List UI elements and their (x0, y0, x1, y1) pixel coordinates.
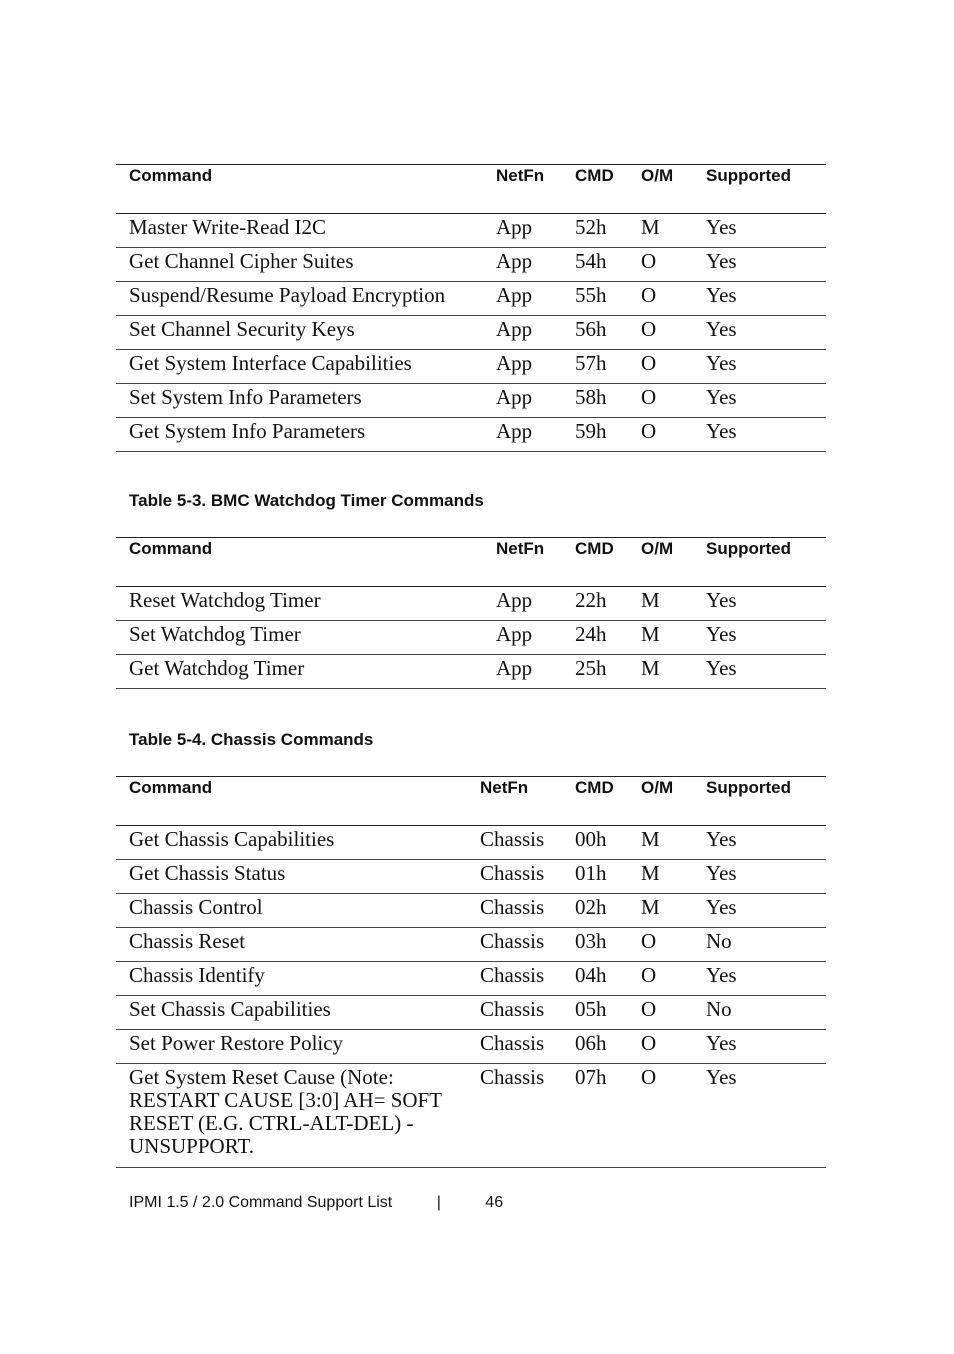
cell-command: Set Watchdog Timer (116, 621, 483, 655)
cell-netfn: Chassis (467, 962, 562, 996)
cell-netfn: App (483, 282, 562, 316)
cell-cmd: 04h (562, 962, 628, 996)
cell-command: Get Channel Cipher Suites (116, 248, 483, 282)
cell-om: O (628, 928, 693, 962)
table-chassis-commands-grid (116, 776, 826, 1168)
table-watchdog-commands-grid (116, 537, 826, 689)
cell-netfn: App (483, 587, 562, 621)
table-watchdog-commands (116, 537, 826, 689)
table-row (116, 928, 826, 962)
table-row (116, 894, 826, 928)
cell-cmd: 55h (562, 282, 628, 316)
cell-supported: No (693, 928, 826, 962)
cell-supported: Yes (693, 860, 826, 894)
table-chassis-commands (116, 776, 826, 1168)
cell-supported: Yes (693, 1030, 826, 1064)
cell-command: Set Power Restore Policy (116, 1030, 467, 1064)
table-row (116, 621, 826, 655)
column-header-om: O/M (628, 538, 693, 587)
cell-supported: Yes (693, 655, 826, 689)
column-header-netfn: NetFn (483, 165, 562, 214)
cell-cmd: 03h (562, 928, 628, 962)
cell-command: Master Write-Read I2C (116, 214, 483, 248)
column-header-netfn: NetFn (467, 777, 562, 826)
table-row (116, 1030, 826, 1064)
cell-command: Get Chassis Status (116, 860, 467, 894)
column-header-om: O/M (628, 777, 693, 826)
cell-command: Chassis Control (116, 894, 467, 928)
cell-netfn: App (483, 384, 562, 418)
cell-supported: Yes (693, 894, 826, 928)
cell-cmd: 02h (562, 894, 628, 928)
cell-om: M (628, 621, 693, 655)
table-row (116, 1064, 826, 1168)
cell-supported: Yes (693, 248, 826, 282)
cell-supported: Yes (693, 282, 826, 316)
cell-om: M (628, 587, 693, 621)
table-app-commands-grid (116, 164, 826, 452)
cell-supported: Yes (693, 1064, 826, 1168)
cell-netfn: Chassis (467, 928, 562, 962)
cell-cmd: 58h (562, 384, 628, 418)
cell-netfn: App (483, 316, 562, 350)
column-header-command: Command (116, 165, 483, 214)
table-row (116, 587, 826, 621)
cell-netfn: Chassis (467, 826, 562, 860)
cell-cmd: 00h (562, 826, 628, 860)
column-header-netfn: NetFn (483, 538, 562, 587)
cell-om: O (628, 248, 693, 282)
cell-cmd: 01h (562, 860, 628, 894)
footer-title: IPMI 1.5 / 2.0 Command Support List (129, 1194, 393, 1211)
cell-netfn: App (483, 655, 562, 689)
cell-cmd: 05h (562, 996, 628, 1030)
cell-om: M (628, 655, 693, 689)
cell-cmd: 54h (562, 248, 628, 282)
table-row (116, 384, 826, 418)
cell-om: O (628, 282, 693, 316)
cell-cmd: 06h (562, 1030, 628, 1064)
cell-netfn: App (483, 350, 562, 384)
cell-command: Get System Info Parameters (116, 418, 483, 452)
cell-command: Get System Interface Capabilities (116, 350, 483, 384)
cell-netfn: Chassis (467, 860, 562, 894)
cell-om: O (628, 316, 693, 350)
column-header-supported: Supported (693, 777, 826, 826)
column-header-cmd: CMD (562, 777, 628, 826)
cell-supported: Yes (693, 587, 826, 621)
cell-command: Get Watchdog Timer (116, 655, 483, 689)
table-app-commands (116, 164, 826, 452)
cell-om: O (628, 1030, 693, 1064)
cell-om: O (628, 418, 693, 452)
cell-cmd: 25h (562, 655, 628, 689)
cell-netfn: App (483, 418, 562, 452)
page-number: 46 (485, 1194, 504, 1211)
page-footer (129, 1194, 503, 1212)
column-header-supported: Supported (693, 538, 826, 587)
table-row (116, 214, 826, 248)
cell-om: O (628, 962, 693, 996)
cell-netfn: Chassis (467, 996, 562, 1030)
table-header-row (116, 538, 826, 587)
cell-command: Set Chassis Capabilities (116, 996, 467, 1030)
cell-om: M (628, 894, 693, 928)
cell-command: Set Channel Security Keys (116, 316, 483, 350)
cell-command: Get System Reset Cause (Note: RESTART CAUSE [3:0] AH= SOFT RESET (E.G. CTRL-ALT-DEL) -UNSUPPORT. (116, 1064, 467, 1168)
column-header-command: Command (116, 538, 483, 587)
cell-supported: Yes (693, 418, 826, 452)
cell-om: M (628, 826, 693, 860)
cell-command: Reset Watchdog Timer (116, 587, 483, 621)
column-header-command: Command (116, 777, 467, 826)
cell-command: Chassis Identify (116, 962, 467, 996)
cell-cmd: 56h (562, 316, 628, 350)
table-row (116, 860, 826, 894)
cell-cmd: 57h (562, 350, 628, 384)
cell-cmd: 24h (562, 621, 628, 655)
cell-om: M (628, 214, 693, 248)
column-header-supported: Supported (693, 165, 826, 214)
cell-cmd: 59h (562, 418, 628, 452)
cell-netfn: Chassis (467, 1030, 562, 1064)
table-row (116, 248, 826, 282)
cell-cmd: 07h (562, 1064, 628, 1168)
cell-supported: Yes (693, 214, 826, 248)
column-header-cmd: CMD (562, 538, 628, 587)
cell-netfn: App (483, 214, 562, 248)
table-row (116, 996, 826, 1030)
cell-netfn: App (483, 621, 562, 655)
table-row (116, 826, 826, 860)
cell-netfn: Chassis (467, 1064, 562, 1168)
cell-om: O (628, 384, 693, 418)
cell-command: Set System Info Parameters (116, 384, 483, 418)
table-row (116, 316, 826, 350)
cell-supported: Yes (693, 316, 826, 350)
cell-om: O (628, 350, 693, 384)
cell-supported: Yes (693, 384, 826, 418)
cell-cmd: 22h (562, 587, 628, 621)
table-row (116, 655, 826, 689)
cell-supported: Yes (693, 350, 826, 384)
cell-cmd: 52h (562, 214, 628, 248)
cell-om: O (628, 996, 693, 1030)
table-5-4-caption: Table 5-4. Chassis Commands (129, 730, 374, 749)
footer-separator: | (436, 1194, 441, 1211)
table-row (116, 282, 826, 316)
cell-netfn: Chassis (467, 894, 562, 928)
table-header-row (116, 777, 826, 826)
table-row (116, 962, 826, 996)
cell-command: Suspend/Resume Payload Encryption (116, 282, 483, 316)
cell-om: M (628, 860, 693, 894)
table-row (116, 350, 826, 384)
cell-supported: Yes (693, 962, 826, 996)
cell-supported: Yes (693, 826, 826, 860)
cell-netfn: App (483, 248, 562, 282)
table-row (116, 418, 826, 452)
table-header-row (116, 165, 826, 214)
column-header-om: O/M (628, 165, 693, 214)
table-5-3-caption: Table 5-3. BMC Watchdog Timer Commands (129, 491, 484, 510)
column-header-cmd: CMD (562, 165, 628, 214)
cell-command: Get Chassis Capabilities (116, 826, 467, 860)
cell-supported: No (693, 996, 826, 1030)
cell-command: Chassis Reset (116, 928, 467, 962)
cell-supported: Yes (693, 621, 826, 655)
cell-om: O (628, 1064, 693, 1168)
